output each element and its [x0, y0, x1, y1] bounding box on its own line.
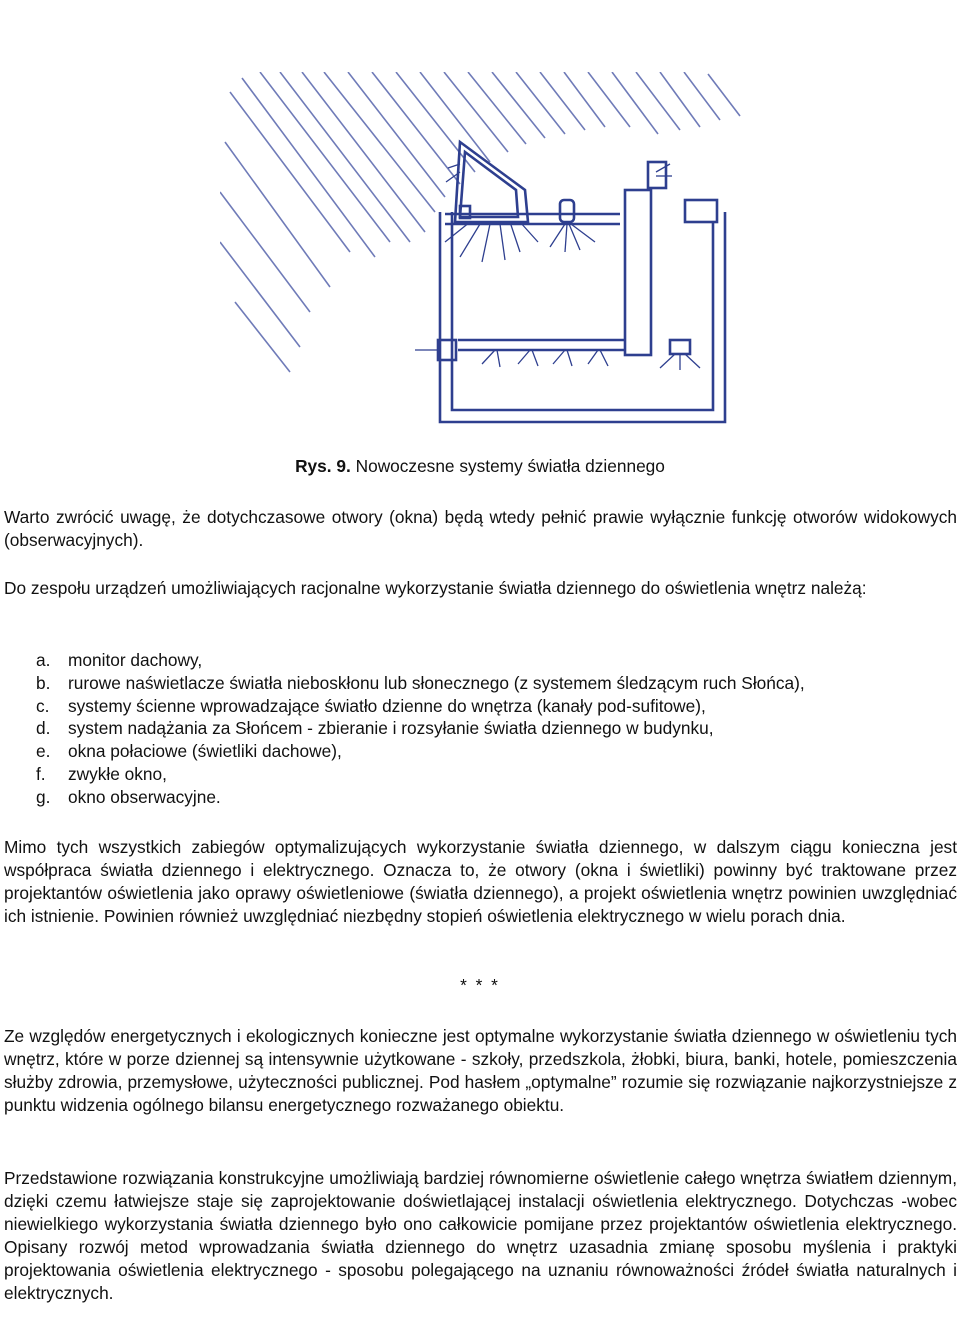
paragraph-devices-intro: Do zespołu urządzeń umożliwiających racjonalne wykorzystanie światła dziennego do oświetlenia wnętrz należą: — [4, 578, 867, 598]
list-item — [36, 717, 805, 740]
list-item — [36, 695, 805, 718]
list-item-text: okno obserwacyjne. — [68, 786, 221, 807]
paragraph-cooperation: Mimo tych wszystkich zabiegów optymalizujących wykorzystanie światła dziennego, w dalszym ciągu konieczna jest współpraca światła dziennego i elektrycznego. Oznacza to, że otwory (okna i świetliki) powinny być traktowane przez projektantów oświetlenia jako oprawy oświetleniowe (światła dziennego), a projekt oświetlenia wnętrz powinien uwzględniać ich istnienie. Powinien również uwzględniać niezbędny stopień oświetlenia elektrycznego w wielu porach dnia. — [4, 837, 957, 926]
paragraph-energy: Ze względów energetycznych i ekologicznych konieczne jest optymalne wykorzystanie światła dziennego w oświetleniu tych wnętrz, które w porze dziennej są intensywnie użytkowane - szkoły, przedszkola, żłobki, biura, banki, hotele, pomieszczenia służby zdrowia, przemysłowe, użyteczności publicznej. Pod hasłem „optymalne” rozumie się rozwiązanie najkorzystniejsze z punktu widzenia ogólnego bilansu energetycznego rozważanego obiektu. — [4, 1026, 957, 1115]
list-item-text: okna połaciowe (świetliki dachowe), — [68, 741, 342, 762]
list-marker: g. — [36, 786, 51, 807]
list-item-text: system nadążania za Słońcem - zbieranie i rozsyłanie światła dziennego w budynku, — [68, 718, 714, 739]
list-item — [36, 763, 805, 786]
daylight-devices-list — [36, 649, 805, 809]
figure-caption-text: Nowoczesne systemy światła dziennego — [355, 456, 665, 476]
list-marker: c. — [36, 695, 50, 716]
list-item-text: rurowe naświetlacze światła nieboskłonu lub słonecznego (z systemem śledzącym ruch Słońca), — [68, 672, 805, 693]
building-section — [438, 142, 725, 422]
list-marker: f. — [36, 763, 46, 784]
list-item — [36, 740, 805, 763]
list-item-text: systemy ścienne wprowadzające światło dzienne do wnętrza (kanały pod-sufitowe), — [68, 695, 706, 716]
daylight-systems-diagram — [220, 72, 760, 432]
list-item — [36, 786, 805, 809]
figure-label: Rys. 9. — [295, 456, 351, 476]
paragraph-solutions: Przedstawione rozwiązania konstrukcyjne umożliwiają bardziej równomierne oświetlenie całego wnętrza światłem dziennym, dzięki czemu łatwiejsze staje się zaprojektowanie doświetlającej instalacji oświetlenia elektrycznego. Dotychczas -wobec niewielkiego wykorzystania światła dziennego było ono całkowicie pomijane przez projektantów oświetlenia elektrycznego. Opisany rozwój metod wprowadzania światła dziennego do wnętrz uzasadnia zmianę sposobu myślenia i praktyki projektowania oświetlenia elektrycznego - sposobu polegającego na uznaniu równoważności źródeł światła naturalnych i elektrycznych. — [4, 1168, 957, 1303]
list-item — [36, 672, 805, 695]
list-marker: e. — [36, 741, 51, 762]
list-marker: b. — [36, 672, 51, 693]
list-item — [36, 649, 805, 672]
list-item-text: monitor dachowy, — [68, 650, 203, 670]
list-item-text: zwykłe okno, — [68, 763, 167, 784]
list-marker: d. — [36, 718, 51, 739]
list-marker: a. — [36, 650, 51, 670]
figure-caption — [0, 455, 960, 478]
paragraph-window-function: Warto zwrócić uwagę, że dotychczasowe otwory (okna) będą wtedy pełnić prawie wyłącznie funkcję otworów widokowych (obserwacyjnych). — [4, 507, 957, 550]
section-separator: * * * — [460, 975, 500, 995]
